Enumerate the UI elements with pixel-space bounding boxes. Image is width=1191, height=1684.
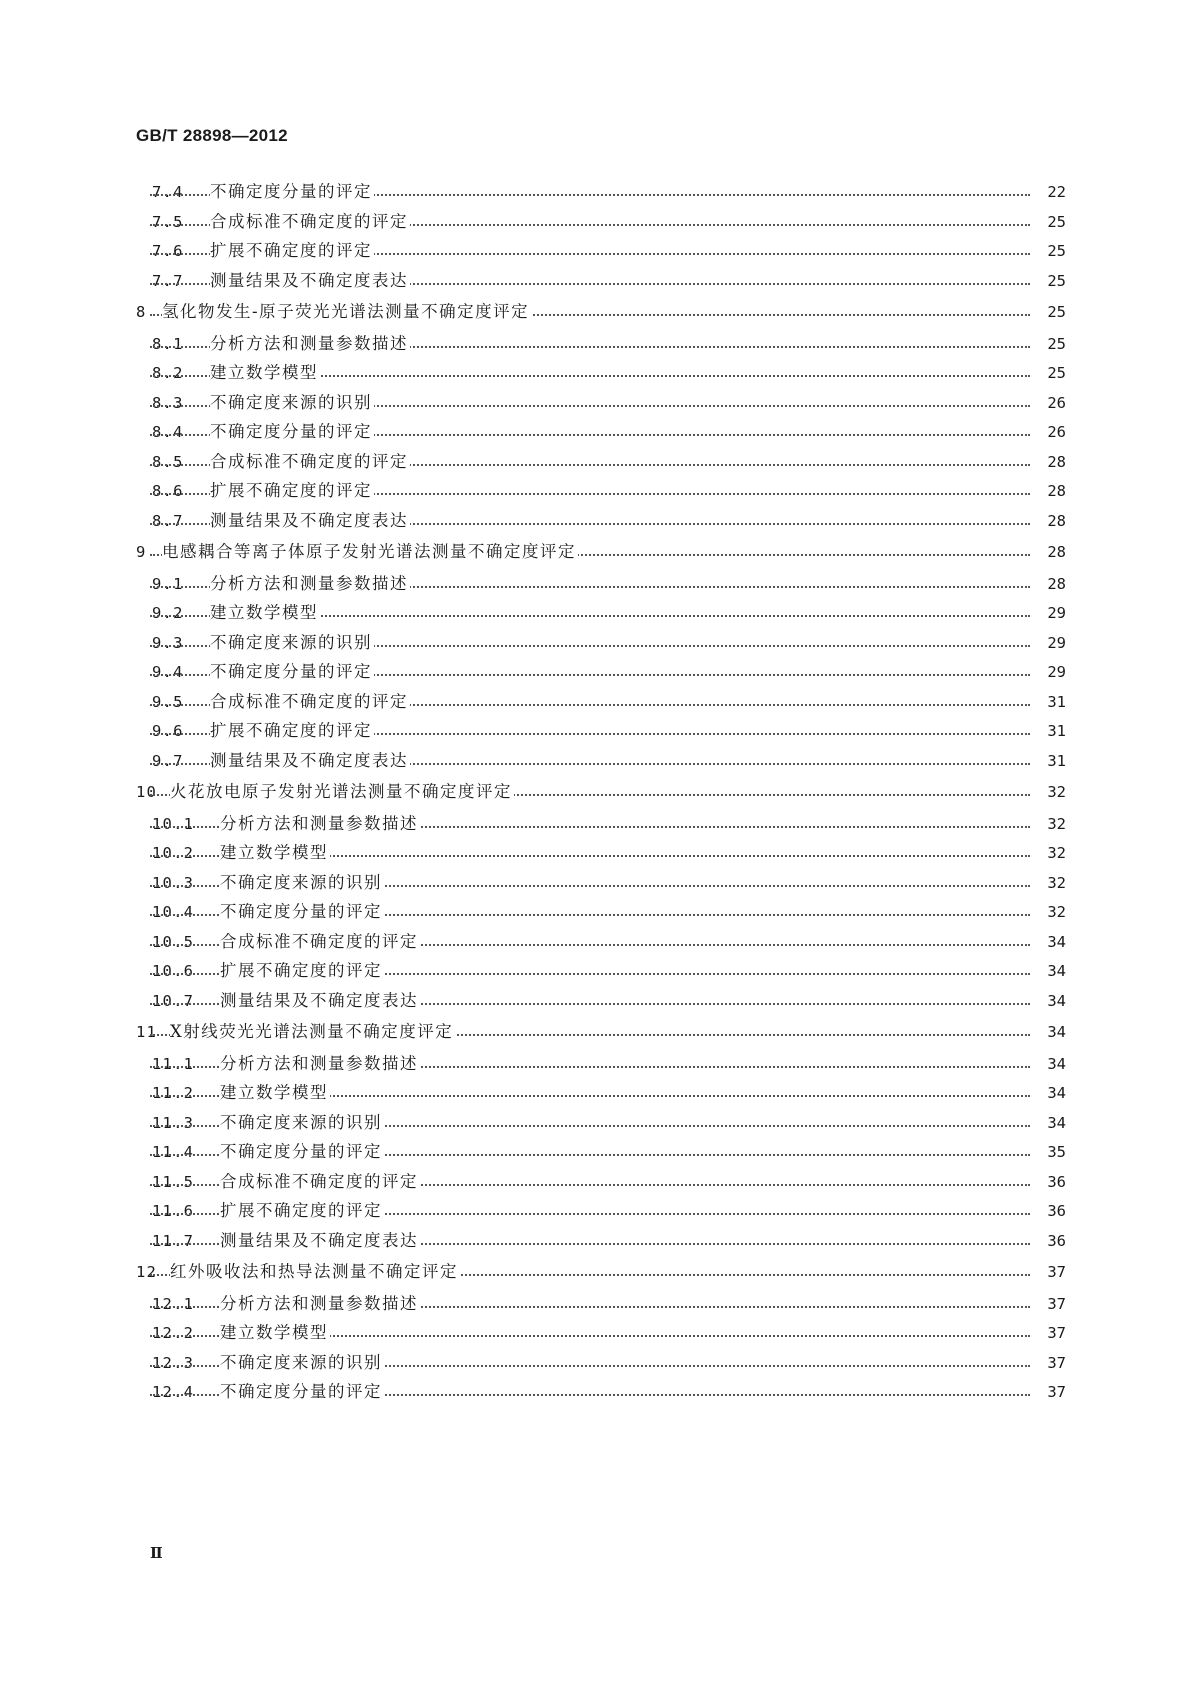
- toc-entry-title: 扩展不确定度的评定: [210, 479, 374, 503]
- toc-entry-title: 分析方法和测量参数描述: [220, 812, 420, 836]
- toc-entry-page: 25: [1041, 332, 1066, 356]
- toc-section-row[interactable]: [0, 420, 1191, 444]
- toc-entry-number: 11.2: [152, 1084, 195, 1102]
- toc-entry-page: 34: [1041, 1081, 1066, 1105]
- toc-entry-page: 25: [1041, 300, 1066, 324]
- toc-entry-number: 11: [136, 1023, 158, 1041]
- toc-entry-number: 12.4: [152, 1383, 195, 1401]
- toc-entry-page: 37: [1041, 1260, 1066, 1284]
- toc-entry-number: 9.6: [152, 722, 184, 740]
- toc-entry-title: 合成标准不确定度的评定: [210, 210, 410, 234]
- toc-section-row[interactable]: [0, 1052, 1191, 1076]
- toc-entry-number: 10.4: [152, 903, 195, 921]
- toc-chapter-row[interactable]: [0, 1020, 1191, 1044]
- toc-entry-page: 28: [1041, 479, 1066, 503]
- toc-entry-page: 34: [1041, 1052, 1066, 1076]
- toc-section-row[interactable]: [0, 871, 1191, 895]
- toc-entry-number: 7.6: [152, 242, 184, 260]
- toc-entry-number: 9.4: [152, 663, 184, 681]
- toc-section-row[interactable]: [0, 1140, 1191, 1164]
- toc-entry-title: 建立数学模型: [210, 601, 320, 625]
- toc-entry-title: 分析方法和测量参数描述: [220, 1052, 420, 1076]
- toc-entry-title: 不确定度分量的评定: [210, 180, 374, 204]
- toc-section-row[interactable]: [0, 1081, 1191, 1105]
- toc-entry-number: 9.5: [152, 692, 184, 711]
- toc-entry-title: 扩展不确定度的评定: [220, 1199, 384, 1223]
- toc-section-row[interactable]: [0, 841, 1191, 865]
- toc-entry-number: 9: [136, 543, 147, 561]
- toc-section-row[interactable]: [0, 1170, 1191, 1194]
- toc-entry-number: 8.4: [152, 423, 184, 441]
- toc-entry-number: 12.2: [152, 1324, 195, 1342]
- toc-entry-number: 7.7: [152, 271, 184, 290]
- toc-entry-title: 合成标准不确定度的评定: [210, 450, 410, 474]
- toc-entry-number: 11.6: [152, 1202, 195, 1220]
- toc-section-row[interactable]: [0, 450, 1191, 474]
- toc-entry-title: 不确定度来源的识别: [220, 871, 384, 895]
- toc-entry-page: 36: [1041, 1170, 1066, 1194]
- toc-section-row[interactable]: [0, 1199, 1191, 1223]
- toc-section-row[interactable]: [0, 660, 1191, 684]
- toc-entry-number: 10.2: [152, 844, 195, 862]
- toc-entry-page: 26: [1041, 420, 1066, 444]
- toc-entry-title: 火花放电原子发射光谱法测量不确定度评定: [170, 780, 514, 804]
- toc-entry-page: 31: [1041, 690, 1066, 714]
- toc-entry-title: 红外吸收法和热导法测量不确定评定: [170, 1260, 460, 1284]
- toc-entry-number: 10.5: [152, 932, 195, 951]
- toc-entry-number: 12: [136, 1263, 158, 1281]
- toc-entry-number: 10.3: [152, 873, 195, 892]
- toc-section-row[interactable]: [0, 210, 1191, 234]
- page-number-footer: Ⅱ: [150, 1544, 163, 1562]
- toc-section-row[interactable]: [0, 989, 1191, 1013]
- toc-entry-page: 36: [1041, 1199, 1066, 1223]
- toc-entry-title: 合成标准不确定度的评定: [220, 1170, 420, 1194]
- toc-entry-number: 11.1: [152, 1054, 195, 1073]
- toc-entry-page: 36: [1041, 1229, 1066, 1253]
- toc-section-row[interactable]: [0, 601, 1191, 625]
- toc-entry-page: 32: [1041, 812, 1066, 836]
- toc-entry-page: 32: [1041, 900, 1066, 924]
- toc-section-row[interactable]: [0, 631, 1191, 655]
- toc-section-row[interactable]: [0, 749, 1191, 773]
- toc-entry-number: 9.3: [152, 633, 184, 652]
- toc-entry-page: 26: [1041, 391, 1066, 415]
- toc-section-row[interactable]: [0, 269, 1191, 293]
- toc-section-row[interactable]: [0, 719, 1191, 743]
- toc-entry-page: 22: [1041, 180, 1066, 204]
- toc-entry-page: 34: [1041, 1111, 1066, 1135]
- toc-entry-title: 不确定度来源的识别: [210, 391, 374, 415]
- toc-chapter-row[interactable]: [0, 540, 1191, 564]
- toc-section-row[interactable]: [0, 959, 1191, 983]
- toc-entry-number: 8.1: [152, 334, 184, 353]
- toc-entry-title: 不确定度分量的评定: [210, 420, 374, 444]
- toc-entry-page: 28: [1041, 540, 1066, 564]
- toc-section-row[interactable]: [0, 391, 1191, 415]
- toc-entry-page: 31: [1041, 749, 1066, 773]
- toc-section-row[interactable]: [0, 900, 1191, 924]
- toc-entry-number: 10: [136, 783, 158, 801]
- toc-entry-title: 分析方法和测量参数描述: [220, 1292, 420, 1316]
- toc-entry-number: 8: [136, 303, 147, 321]
- toc-entry-page: 32: [1041, 871, 1066, 895]
- standard-code-header: GB/T 28898—2012: [136, 126, 288, 145]
- toc-section-row[interactable]: [0, 690, 1191, 714]
- toc-entry-page: 31: [1041, 719, 1066, 743]
- toc-entry-page: 34: [1041, 1020, 1066, 1044]
- toc-section-row[interactable]: [0, 239, 1191, 263]
- toc-entry-number: 8.3: [152, 393, 184, 412]
- toc-entry-title: 合成标准不确定度的评定: [220, 930, 420, 954]
- toc-entry-page: 37: [1041, 1351, 1066, 1375]
- toc-entry-title: 不确定度分量的评定: [210, 660, 374, 684]
- toc-section-row[interactable]: [0, 572, 1191, 596]
- toc-section-row[interactable]: [0, 479, 1191, 503]
- toc-section-row[interactable]: [0, 332, 1191, 356]
- toc-entry-page: 25: [1041, 361, 1066, 385]
- toc-entry-page: 25: [1041, 239, 1066, 263]
- toc-entry-page: 37: [1041, 1321, 1066, 1345]
- toc-entry-number: 10.6: [152, 962, 195, 980]
- toc-section-row[interactable]: [0, 1111, 1191, 1135]
- toc-entry-title: 合成标准不确定度的评定: [210, 690, 410, 714]
- toc-section-row[interactable]: [0, 930, 1191, 954]
- toc-section-row[interactable]: [0, 812, 1191, 836]
- toc-entry-title: 分析方法和测量参数描述: [210, 332, 410, 356]
- toc-entry-number: 10.1: [152, 814, 195, 833]
- toc-entry-title: 不确定度分量的评定: [220, 900, 384, 924]
- toc-entry-title: 建立数学模型: [210, 361, 320, 385]
- toc-entry-page: 35: [1041, 1140, 1066, 1164]
- toc-entry-page: 29: [1041, 601, 1066, 625]
- toc-entry-title: 氢化物发生-原子荧光光谱法测量不确定度评定: [162, 300, 531, 324]
- toc-section-row[interactable]: [0, 1321, 1191, 1345]
- toc-entry-page: 28: [1041, 450, 1066, 474]
- toc-entry-title: 电感耦合等离子体原子发射光谱法测量不确定度评定: [162, 540, 578, 564]
- toc-entry-number: 8.5: [152, 452, 184, 471]
- toc-entry-title: X射线荧光光谱法测量不确定度评定: [170, 1020, 455, 1044]
- toc-entry-number: 10.7: [152, 991, 195, 1010]
- toc-entry-page: 28: [1041, 572, 1066, 596]
- toc-entry-number: 9.1: [152, 574, 184, 593]
- toc-entry-number: 11.7: [152, 1231, 195, 1250]
- toc-entry-title: 不确定度来源的识别: [220, 1351, 384, 1375]
- toc-entry-number: 11.3: [152, 1113, 195, 1132]
- toc-chapter-row[interactable]: [0, 300, 1191, 324]
- toc-section-row[interactable]: [0, 509, 1191, 533]
- toc-entry-page: 32: [1041, 780, 1066, 804]
- toc-section-row[interactable]: [0, 361, 1191, 385]
- toc-entry-page: 29: [1041, 660, 1066, 684]
- toc-section-row[interactable]: [0, 180, 1191, 204]
- toc-entry-number: 8.6: [152, 482, 184, 500]
- toc-entry-title: 测量结果及不确定度表达: [220, 989, 420, 1013]
- toc-entry-title: 测量结果及不确定度表达: [210, 509, 410, 533]
- toc-section-row[interactable]: [0, 1380, 1191, 1404]
- toc-entry-page: 34: [1041, 989, 1066, 1013]
- toc-entry-title: 不确定度分量的评定: [220, 1140, 384, 1164]
- toc-chapter-row[interactable]: [0, 780, 1191, 804]
- toc-section-row[interactable]: [0, 1229, 1191, 1253]
- toc-entry-number: 8.2: [152, 364, 184, 382]
- toc-entry-page: 32: [1041, 841, 1066, 865]
- toc-entry-number: 11.5: [152, 1172, 195, 1191]
- toc-entry-page: 34: [1041, 930, 1066, 954]
- toc-entry-page: 37: [1041, 1292, 1066, 1316]
- toc-entry-title: 不确定度来源的识别: [220, 1111, 384, 1135]
- toc-entry-title: 测量结果及不确定度表达: [210, 749, 410, 773]
- toc-entry-page: 25: [1041, 210, 1066, 234]
- toc-entry-number: 9.7: [152, 751, 184, 770]
- toc-entry-title: 建立数学模型: [220, 1081, 330, 1105]
- toc-entry-page: 37: [1041, 1380, 1066, 1404]
- toc-entry-page: 28: [1041, 509, 1066, 533]
- toc-section-row[interactable]: [0, 1351, 1191, 1375]
- toc-entry-number: 8.7: [152, 511, 184, 530]
- toc-entry-title: 测量结果及不确定度表达: [220, 1229, 420, 1253]
- toc-entry-number: 12.1: [152, 1294, 195, 1313]
- toc-entry-title: 测量结果及不确定度表达: [210, 269, 410, 293]
- toc-entry-title: 扩展不确定度的评定: [220, 959, 384, 983]
- toc-entry-title: 扩展不确定度的评定: [210, 719, 374, 743]
- toc-entry-page: 29: [1041, 631, 1066, 655]
- toc-entry-page: 25: [1041, 269, 1066, 293]
- toc-entry-title: 不确定度分量的评定: [220, 1380, 384, 1404]
- toc-entry-title: 不确定度来源的识别: [210, 631, 374, 655]
- toc-entry-number: 7.4: [152, 183, 184, 201]
- toc-entry-number: 9.2: [152, 604, 184, 622]
- toc-chapter-row[interactable]: [0, 1260, 1191, 1284]
- toc-entry-title: 建立数学模型: [220, 1321, 330, 1345]
- toc-entry-number: 7.5: [152, 212, 184, 231]
- toc-entry-title: 分析方法和测量参数描述: [210, 572, 410, 596]
- toc-entry-number: 11.4: [152, 1143, 195, 1161]
- toc-section-row[interactable]: [0, 1292, 1191, 1316]
- toc-entry-title: 扩展不确定度的评定: [210, 239, 374, 263]
- toc-entry-number: 12.3: [152, 1353, 195, 1372]
- toc-entry-title: 建立数学模型: [220, 841, 330, 865]
- toc-entry-page: 34: [1041, 959, 1066, 983]
